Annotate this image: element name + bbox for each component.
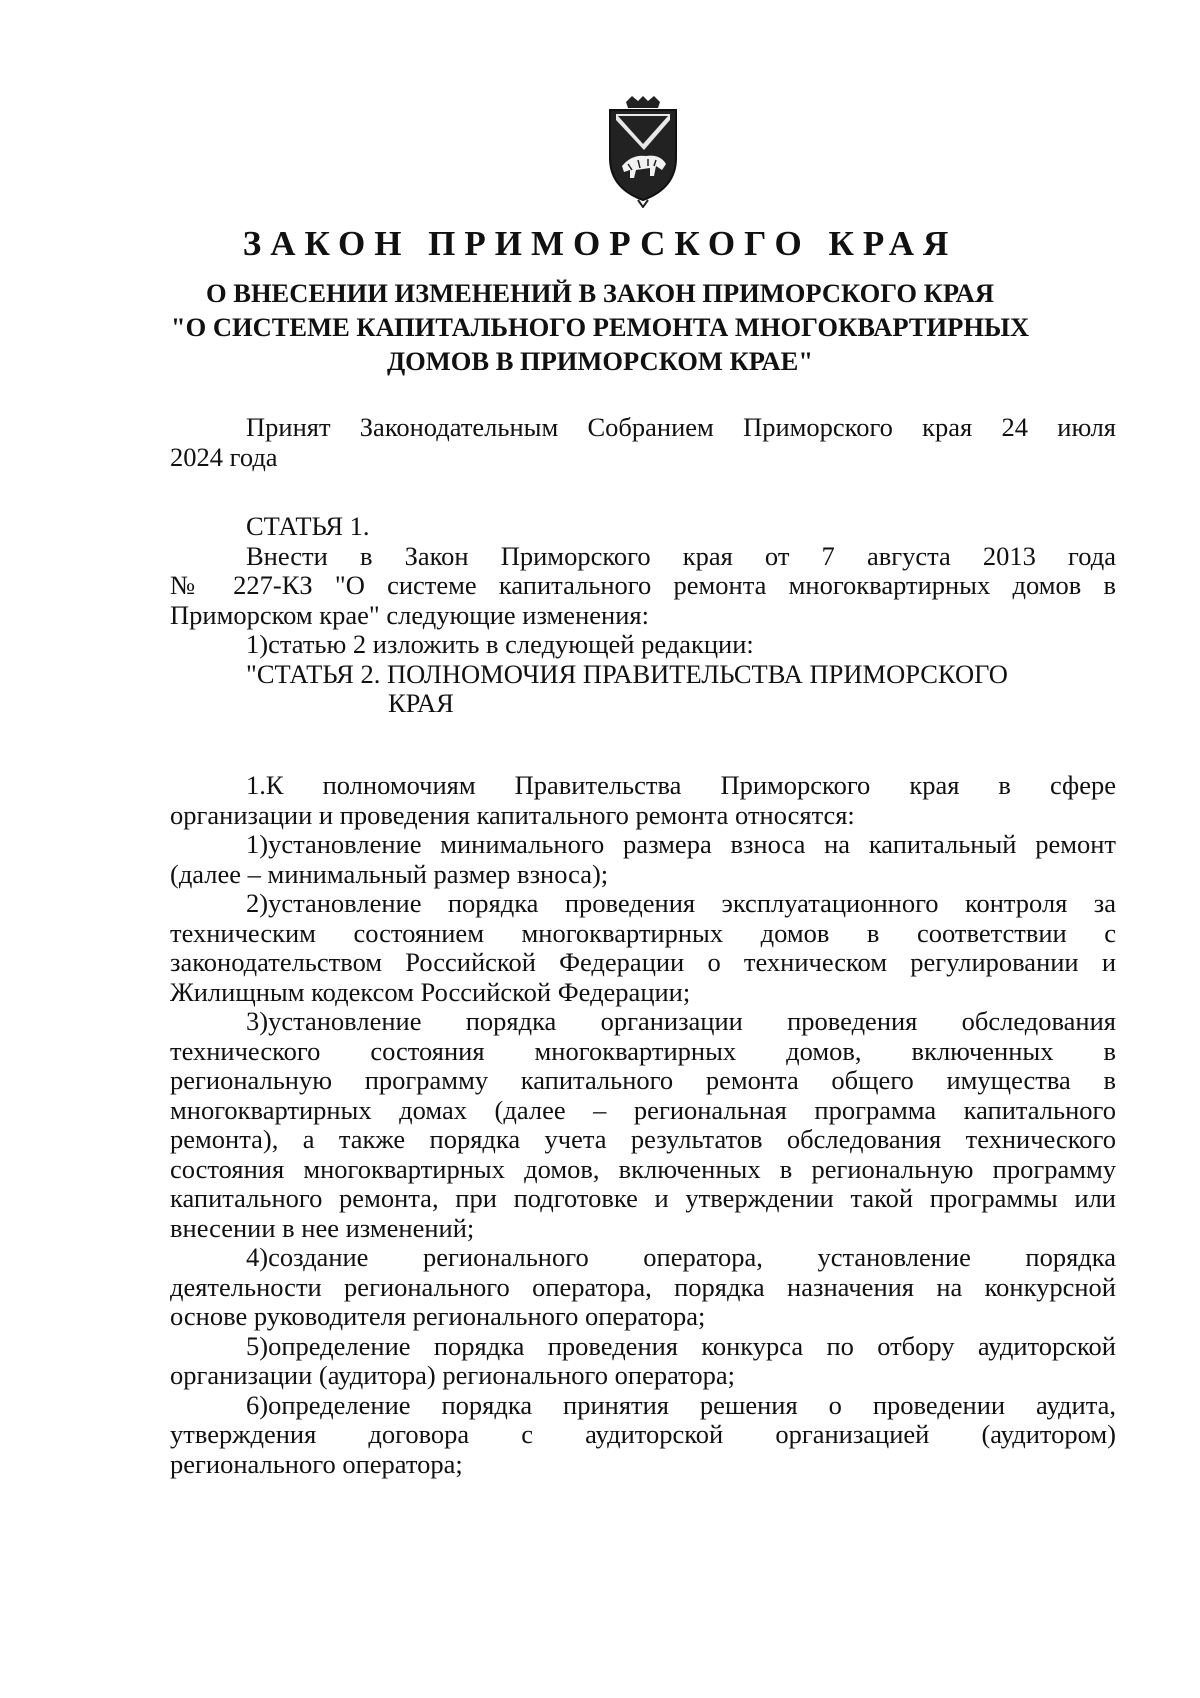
article-1 [170,512,1116,719]
item-3-line-3: региональную программу капитального ремонта общего имущества в [170,1065,1116,1095]
clause-1-line-2: организации и проведения капитального ремонта относятся: [170,799,855,830]
item-5-line-2: организации (аудитора) регионального оператора; [170,1360,736,1390]
article-1-intro-line-3: Приморском крае" следующие изменения: [170,599,649,630]
article-1-intro-line-2: № 227-КЗ "О системе капитального ремонта многоквартирных домов в [170,570,1116,600]
item-2-line-2: техническим состоянием многоквартирных домов в соответствии с [170,917,1116,948]
article-1-item-1: 1)статью 2 изложить в следующей редакции: [246,629,754,659]
item-2-line-4: Жилищным кодексом Российской Федерации; [170,976,691,1007]
item-4-line-1: 4)создание регионального оператора, установление порядка [246,1242,1116,1272]
item-3-line-5: ремонта), а также порядка учета результатов обследования технического [170,1124,1116,1154]
item-3-line-2: технического состояния многоквартирных домов, включенных в [170,1035,1116,1066]
item-1-line-1: 1)установление минимального размера взноса на капитальный ремонт [246,829,1116,859]
adoption-line-1: Принят Законодательным Собранием Приморского края 24 июля [246,412,1116,442]
item-5-line-1: 5)определение порядка проведения конкурса по отбору аудиторской [246,1330,1116,1361]
quoted-article-heading-line-1: "СТАТЬЯ 2. ПОЛНОМОЧИЯ ПРАВИТЕЛЬСТВА ПРИМОРСКОГО [246,658,1008,689]
item-6-line-1: 6)определение порядка принятия решения о проведении аудита, [246,1389,1116,1420]
law-title: ЗАКОН ПРИМОРСКОГО КРАЯ [242,224,958,263]
article-1-intro-line-1: Внести в Закон Приморского края от 7 августа 2013 года [246,540,1116,571]
item-2-line-3: законодательством Российской Федерации о техническом регулировании и [170,947,1116,977]
law-subtitle-line-1: О ВНЕСЕНИИ ИЗМЕНЕНИЙ В ЗАКОН ПРИМОРСКОГО КРАЯ [206,278,994,308]
item-1-line-2: (далее – минимальный размер взноса); [170,858,609,889]
item-2-line-1: 2)установление порядка проведения эксплуатационного контроля за [246,888,1116,918]
article-2 [170,771,1116,1479]
adoption-note [170,413,1116,472]
item-3-line-8: внесении в нее изменений; [170,1212,475,1243]
item-3-line-6: состояния многоквартирных домов, включенных в региональную программу [170,1153,1116,1184]
item-6-line-3: регионального оператора; [170,1448,463,1479]
coat-of-arms-emblem [604,96,682,208]
clause-1-line-1: 1.К полномочиям Правительства Приморского края в сфере [246,770,1116,800]
quoted-article-heading-line-2: КРАЯ [388,688,454,718]
item-4-line-3: основе руководителя регионального оператора; [170,1301,706,1331]
item-3-line-7: капитального ремонта, при подготовке и утверждении такой программы или [170,1183,1116,1213]
item-3-line-4: многоквартирных домах (далее – региональная программа капитального [170,1094,1116,1125]
item-3-line-1: 3)установление порядка организации проведения обследования [246,1006,1116,1036]
law-subtitle-line-3: ДОМОВ В ПРИМОРСКОМ КРАЕ" [386,346,814,376]
item-4-line-2: деятельности регионального оператора, порядка назначения на конкурсной [170,1271,1116,1302]
law-subtitle-line-2: "О СИСТЕМЕ КАПИТАЛЬНОГО РЕМОНТА МНОГОКВАРТИРНЫХ [170,312,1030,342]
article-1-heading: СТАТЬЯ 1. [246,511,370,541]
adoption-line-2: 2024 года [170,441,278,472]
item-6-line-2: утверждения договора с аудиторской организацией (аудитором) [170,1419,1116,1449]
law-subtitle [120,276,1080,378]
